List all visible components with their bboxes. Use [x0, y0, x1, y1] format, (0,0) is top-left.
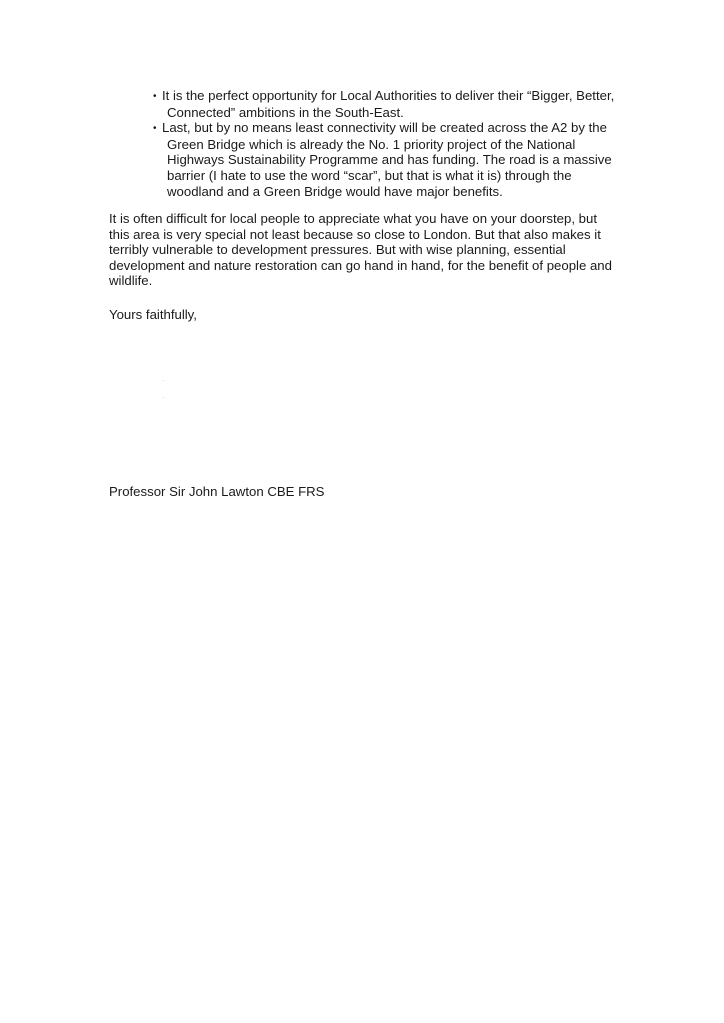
bullet-icon: •: [153, 123, 157, 135]
signature-trace-mark: [163, 397, 164, 398]
bullet-text: Last, but by no means least connectivity will be created across the A2 by the Green Bridge which is already the No. 1 priority project of the National Highways Sustainability Programme and has funding. The road is a massive barrier (I hate to use the word “scar”, but that is what it is) through the woodland and a Green Bridge would have major benefits.: [162, 120, 612, 199]
bullet-item: [144, 88, 624, 120]
signatory-name: Professor Sir John Lawton CBE FRS: [109, 484, 325, 499]
signature-area: [109, 330, 309, 470]
body-paragraph: It is often difficult for local people to appreciate what you have on your doorstep, but this area is very special not least because so close to London. But that also makes it terribly vulnerable to development pressures. But with wise planning, essential development and nature restoration can go hand in hand, for the benefit of people and wildlife.: [109, 211, 612, 289]
bullet-item: [144, 120, 624, 199]
bullet-icon: •: [153, 91, 157, 102]
signature-trace-mark: [163, 380, 164, 381]
closing-salutation: Yours faithfully,: [109, 307, 197, 322]
bullet-text: It is the perfect opportunity for Local Authorities to deliver their “Bigger, Better, Connected” ambitions in the South-East.: [162, 88, 615, 120]
benefits-bullet-list: [144, 88, 624, 199]
